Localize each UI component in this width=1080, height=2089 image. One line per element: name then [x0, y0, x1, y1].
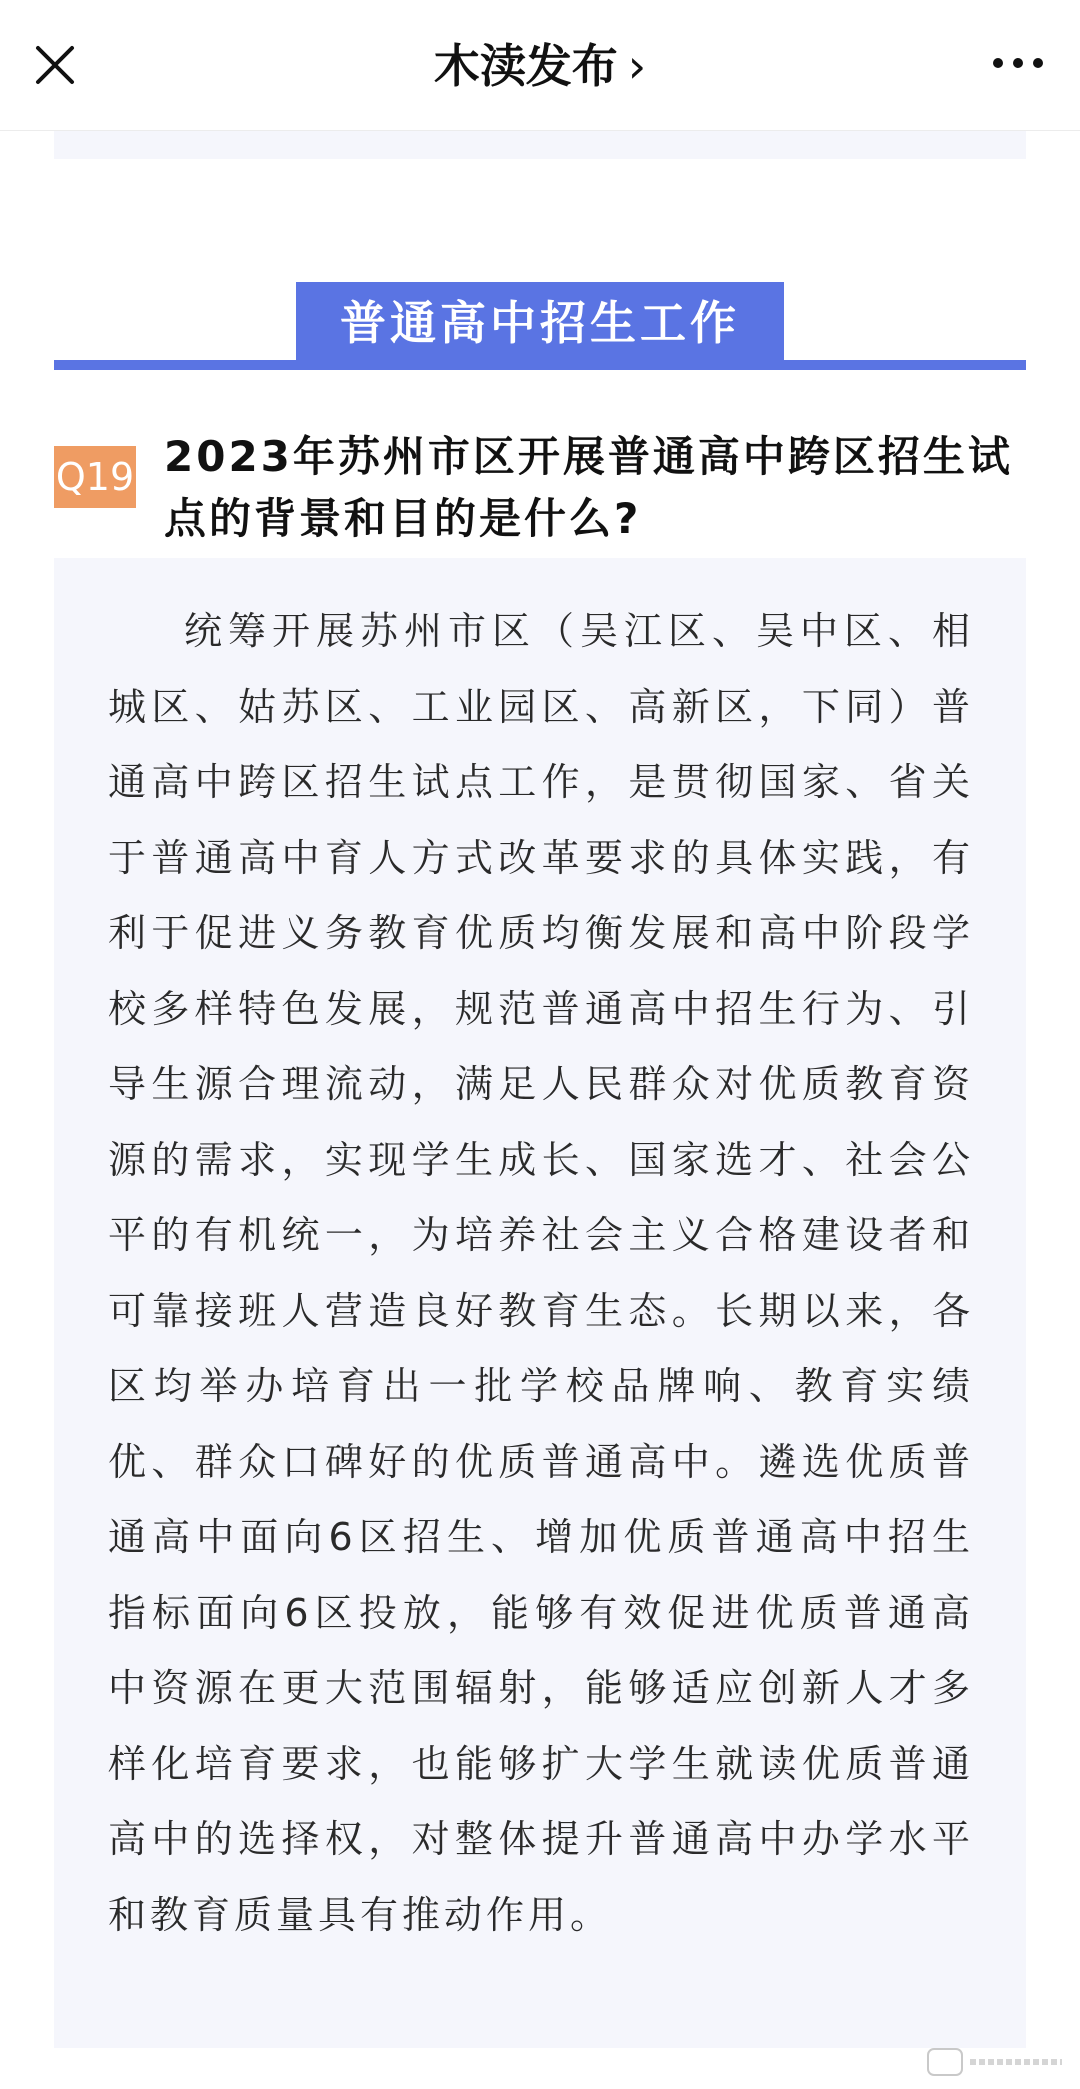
more-icon[interactable] — [988, 48, 1048, 78]
previous-block-bottom — [54, 131, 1026, 159]
answer-panel — [54, 558, 1026, 2048]
question-title: 2023年苏州市区开展普通高中跨区招生试点的背景和目的是什么? — [164, 432, 1013, 543]
account-title[interactable] — [0, 36, 1080, 96]
watermark-logo — [926, 2045, 1066, 2079]
answer-paragraph: 统筹开展苏州市区（吴江区、吴中区、相城区、姑苏区、工业园区、高新区，下同）普通高中跨区招生试点工作，是贯彻国家、省关于普通高中育人方式改革要求的具体实践，有利于促进义务教育优质均衡发展和高中阶段学校多样特色发展，规范普通高中招生行为、引导生源合理流动，满足人民群众对优质教育资源的需求，实现学生成长、国家选才、社会公平的有机统一，为培养社会主义合格建设者和可靠接班人营造良好教育生态。长期以来，各区均举办培育出一批学校品牌响、教育实绩优、群众口碑好的优质普通高中。遴选优质普通高中面向6区招生、增加优质普通高中招生指标面向6区投放，能够有效促进优质普通高中资源在更大范围辐射，能够适应创新人才多样化培育要求，也能够扩大学生就读优质普通高中的选择权，对整体提升普通高中办学水平和教育质量具有推动作用。 — [108, 609, 974, 1937]
chevron-right-icon: › — [627, 39, 647, 93]
top-navigation-bar — [0, 0, 1080, 131]
section-heading: 普通高中招生工作 — [296, 282, 784, 364]
account-name: 木渎发布 — [433, 39, 618, 93]
question-badge: Q19 — [54, 446, 136, 508]
